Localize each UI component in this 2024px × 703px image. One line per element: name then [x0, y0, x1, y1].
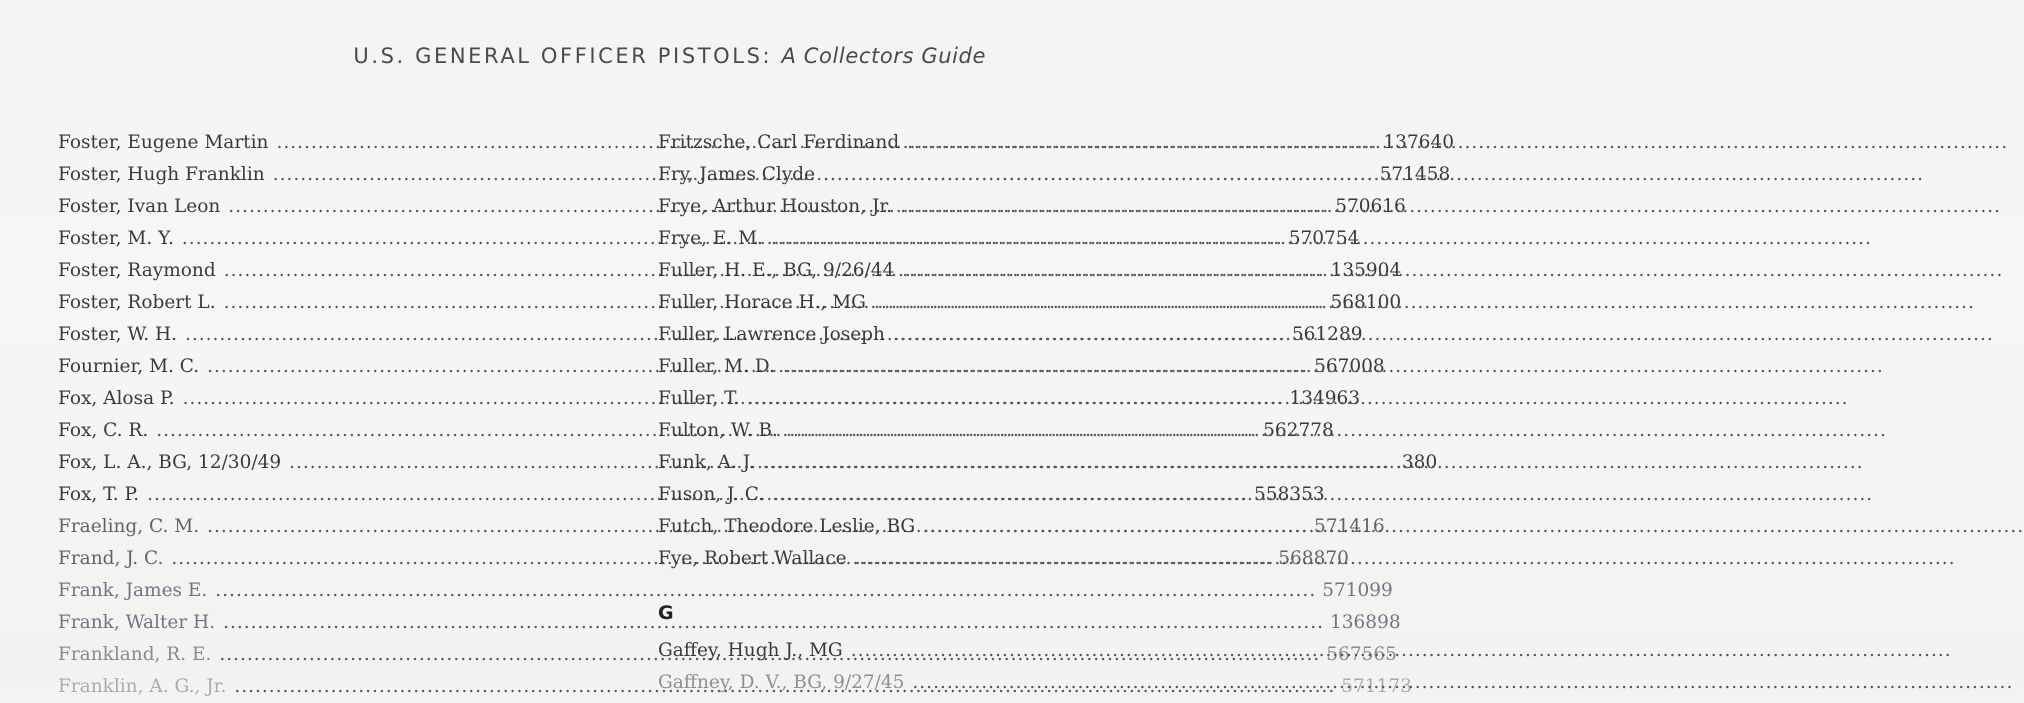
entry-name: Foster, Eugene Martin [58, 132, 269, 153]
book-subtitle: A Collectors Guide [781, 44, 986, 68]
entry-name: Fox, Alosa P. [58, 388, 175, 409]
entry-name: Foster, W. H. [58, 324, 177, 345]
running-head [353, 44, 986, 68]
index-entry [658, 447, 1078, 479]
dot-leader [893, 319, 1994, 351]
entry-number: 571458 [1379, 164, 1451, 185]
entry-name: Frank, Walter H. [58, 612, 216, 633]
index-entry [658, 319, 1078, 351]
entry-name: Fraeling, C. M. [58, 516, 200, 537]
dot-leader [902, 255, 2003, 287]
entry-number: 570754 [1288, 228, 1360, 249]
entry-name: Fox, L. A., BG, 12/30/49 [58, 452, 282, 473]
entry-number: 568870 [1278, 548, 1349, 569]
index-entry [58, 607, 1401, 639]
book-title: U.S. GENERAL OFFICER PISTOLS: [353, 44, 773, 68]
dot-leader [763, 447, 1864, 479]
entry-number: 137640 [1383, 132, 1454, 153]
section-letter-heading: G [658, 602, 674, 624]
entry-number: 135904 [1330, 260, 1402, 281]
dot-leader [783, 351, 1884, 383]
index-entry [658, 543, 1078, 575]
entry-name: Funk, A. J. [658, 452, 755, 473]
index-entry [658, 635, 1078, 667]
entry-name: Fuller, H. E., BG, 9/26/44 [658, 260, 895, 281]
dot-leader [771, 223, 1872, 255]
entry-number: 571416 [1314, 516, 1385, 537]
entry-name: Foster, Hugh Franklin [58, 164, 265, 185]
index-entry [658, 415, 1078, 447]
entry-name: Foster, Robert L. [58, 292, 216, 313]
right-column-index [658, 127, 1078, 699]
dot-leader [772, 479, 1873, 511]
entry-name: Gaffey, Hugh J., MG [658, 640, 843, 661]
entry-number: 567008 [1314, 356, 1385, 377]
entry-name: Foster, M. Y. [58, 228, 174, 249]
entry-number: 136898 [1329, 612, 1401, 633]
dot-leader [900, 191, 2001, 223]
entry-name: Futch, Theodore Leslie, BG [658, 516, 916, 537]
entry-number: 558353 [1254, 484, 1325, 505]
entry-number: 567565 [1326, 644, 1397, 665]
dot-leader [923, 511, 2024, 543]
index-entry [658, 127, 1078, 159]
entry-name: Fournier, M. C. [58, 356, 200, 377]
entry-number: .380 [1396, 452, 1438, 473]
entry-name: Fritzsche, Carl Ferdinand [658, 132, 900, 153]
entry-name: Fye, Robert Wallace [658, 548, 847, 569]
entry-name: Frand, J. C. [58, 548, 164, 569]
entry-name: Gaffney, D. V., BG, 9/27/45 [658, 672, 905, 693]
dot-leader [748, 383, 1849, 415]
entry-number: 570616 [1335, 196, 1406, 217]
dot-leader [851, 635, 1952, 667]
entry-name: Fox, C. R. [58, 420, 149, 441]
entry-name: Fuller, M. D. [658, 356, 775, 377]
entry-number: 134963 [1289, 388, 1361, 409]
dot-leader [912, 667, 2013, 699]
entry-name: Fuson, J. C. [658, 484, 765, 505]
entry-name: Fulton, W. B. [658, 420, 778, 441]
entry-name: Fox, T. P. [58, 484, 140, 505]
entry-number: 571173 [1341, 676, 1412, 697]
dot-leader [907, 127, 2008, 159]
entry-name: Fuller, Lawrence Joseph [658, 324, 885, 345]
index-entry [658, 287, 1078, 319]
entry-name: Fuller, T. [658, 388, 740, 409]
dot-leader [786, 415, 1887, 447]
entry-name: Franklin, A. G., Jr. [58, 676, 227, 697]
entry-number: 568100 [1330, 292, 1402, 313]
dot-leader [855, 543, 1956, 575]
entry-number: 562778 [1263, 420, 1334, 441]
dot-leader [874, 287, 1975, 319]
entry-name: Fuller, Horace H., MG [658, 292, 866, 313]
entry-name: Foster, Ivan Leon [58, 196, 221, 217]
entry-name: Frank, James E. [58, 580, 208, 601]
entry-name: Fry, James Clyde [658, 164, 816, 185]
index-entry [658, 223, 1078, 255]
entry-name: Frye, Arthur Houston, Jr. [658, 196, 893, 217]
entry-name: Foster, Raymond [58, 260, 216, 281]
index-entry [658, 479, 1078, 511]
entry-name: Frankland, R. E. [58, 644, 212, 665]
index-entry [658, 667, 1078, 699]
entry-number: 561289 [1291, 324, 1363, 345]
index-entry [658, 351, 1078, 383]
index-entry [658, 511, 1078, 543]
entry-number: 571099 [1322, 580, 1393, 601]
index-entry [58, 575, 1393, 607]
index-entry [658, 383, 1078, 415]
index-entry [658, 191, 1078, 223]
entry-name: Frye, E. M. [658, 228, 763, 249]
dot-leader [823, 159, 1924, 191]
index-entry [658, 159, 1078, 191]
index-entry [658, 255, 1078, 287]
